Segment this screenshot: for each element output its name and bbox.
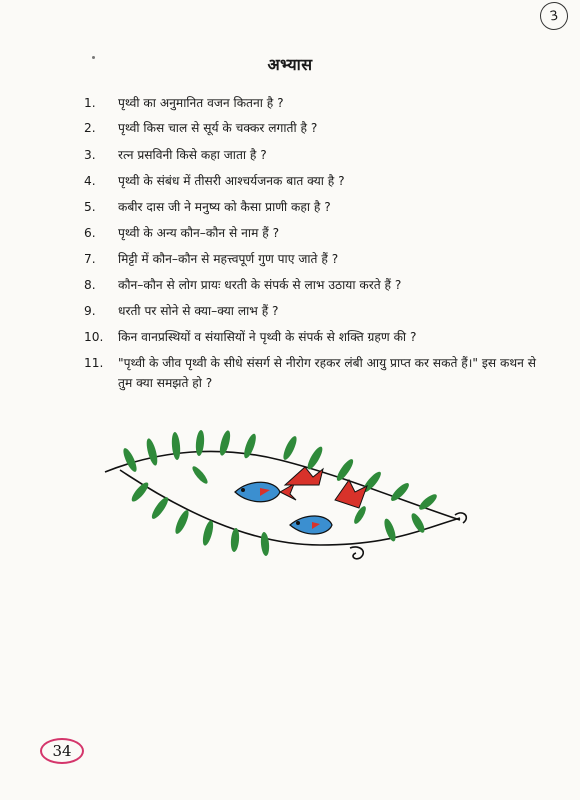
question-number: 1.	[84, 96, 96, 110]
question-number: 5.	[84, 200, 96, 214]
page-title: अभ्यास	[267, 55, 313, 74]
question-number: 8.	[84, 278, 96, 292]
question-text: पृथ्वी के अन्य कौन–कौन से नाम हैं ?	[118, 226, 280, 240]
bird-icon	[290, 516, 332, 534]
question-text: रत्न प्रसविनी किसे कहा जाता है ?	[118, 148, 267, 162]
question-text: पृथ्वी का अनुमानित वजन कितना है ?	[118, 96, 284, 110]
question-text: "पृथ्वी के जीव पृथ्वी के सीधे संसर्ग से नीरोग रहकर लंबी आयु प्राप्त कर सकते हैं।" इस कथन से तुम क्या समझते हो ?	[118, 356, 537, 390]
question-number: 2.	[84, 121, 96, 135]
question-number: 10.	[84, 330, 104, 344]
question-number: 3.	[84, 148, 96, 162]
question-text: कौन–कौन से लोग प्रायः धरती के संपर्क से लाभ उठाया करते हैं ?	[118, 278, 402, 292]
question-text: मिट्टी में कौन–कौन से महत्त्वपूर्ण गुण पाए जाते हैं ?	[118, 252, 339, 266]
vine-birds-illustration	[100, 430, 480, 560]
page-number: 34	[40, 738, 84, 764]
corner-mark: 3	[538, 0, 570, 32]
question-number: 7.	[84, 252, 96, 266]
question-number: 6.	[84, 226, 96, 240]
question-text: पृथ्वी के संबंध में तीसरी आश्चर्यजनक बात क्या है ?	[118, 174, 345, 188]
question-number: 9.	[84, 304, 96, 318]
question-text: पृथ्वी किस चाल से सूर्य के चक्कर लगाती है ?	[118, 121, 318, 135]
question-number: 11.	[84, 356, 104, 370]
question-text: किन वानप्रस्थियों व संयासियों ने पृथ्वी के संपर्क से शक्ति ग्रहण की ?	[118, 330, 417, 344]
question-text: कबीर दास जी ने मनुष्य को कैसा प्राणी कहा है ?	[118, 200, 331, 214]
question-text: धरती पर सोने से क्या–क्या लाभ हैं ?	[118, 304, 279, 318]
question-number: 4.	[84, 174, 96, 188]
